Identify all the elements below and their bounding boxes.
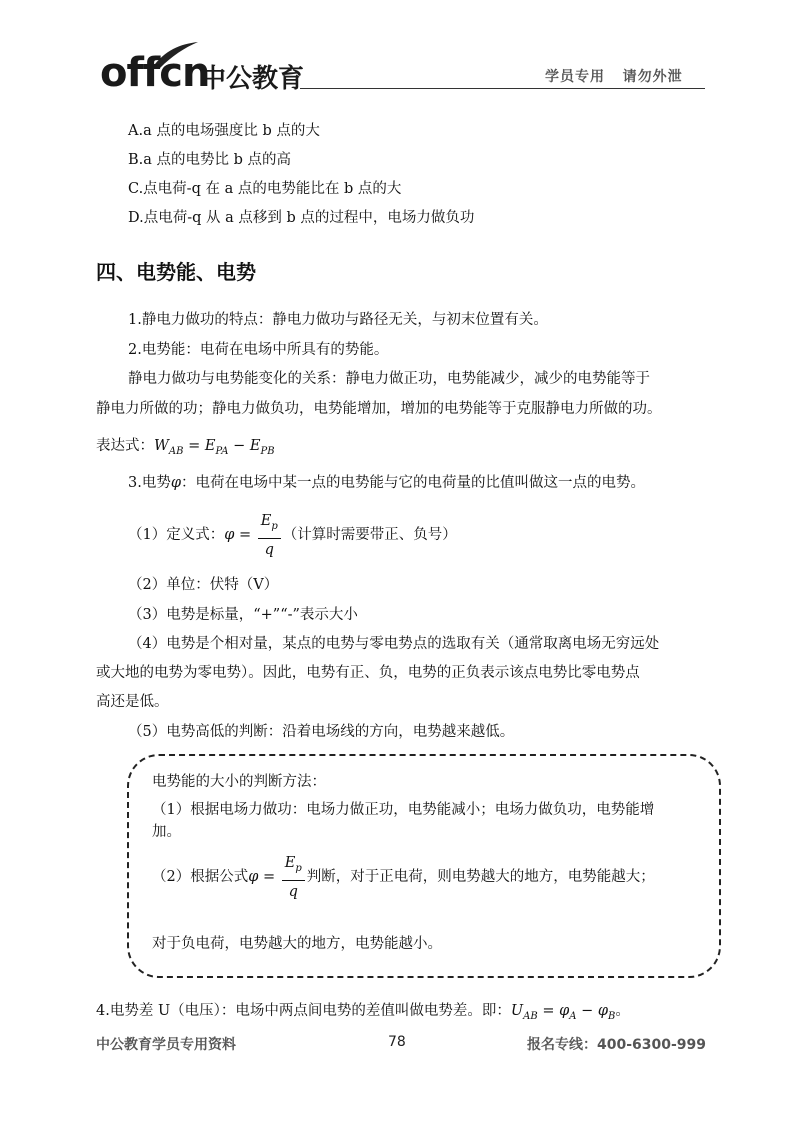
expression-line	[96, 436, 275, 462]
fraction	[258, 510, 281, 561]
math-sub: B	[608, 1011, 616, 1022]
footer-right: 报名专线：400-6300-999	[527, 1037, 707, 1053]
math-sub: AB	[168, 446, 184, 457]
logo-cn: 中公教育	[200, 64, 305, 94]
math-sub: A	[569, 1011, 577, 1022]
math-sub: PB	[260, 446, 275, 457]
math-e: E	[249, 438, 261, 454]
header-rule	[300, 88, 705, 89]
math-eq: =	[234, 527, 256, 543]
section-title: 四、电势能、电势	[96, 260, 256, 284]
item-4c: 高还是低。	[96, 694, 169, 710]
fraction	[282, 852, 305, 903]
option-a: A.a 点的电场强度比 b 点的大	[128, 123, 320, 139]
definition-pre: （1）定义式：	[128, 527, 225, 543]
paragraph-4	[128, 473, 645, 493]
math-phi: φ	[170, 475, 181, 491]
option-c: C.点电荷-q 在 a 点的电势能比在 b 点的大	[128, 181, 402, 197]
math-phi: φ	[559, 1003, 570, 1019]
logo-brand: offcn	[100, 50, 210, 96]
math-sub: PA	[215, 446, 229, 457]
paragraph-last	[96, 1001, 630, 1027]
box-line-1a: （1）根据电场力做功：电场力做正功，电势能减小；电场力做负功，电势能增	[152, 802, 655, 818]
paragraph-4-post: ：电荷在电场中某一点的电势能与它的电荷量的比值叫做这一点的电势。	[181, 475, 645, 491]
math-sub: AB	[523, 1011, 538, 1022]
math-phi: φ	[597, 1003, 609, 1019]
option-b: B.a 点的电势比 b 点的高	[128, 152, 292, 168]
option-d: D.点电荷-q 从 a 点移到 b 点的过程中，电场力做负功	[128, 210, 475, 226]
math-e: E	[284, 854, 296, 871]
math-e: E	[204, 438, 216, 454]
item-5: （5）电势高低的判断：沿着电场线的方向，电势越来越低。	[128, 724, 515, 740]
math-minus: −	[228, 438, 250, 454]
box-line-2-post: 判断，对于正电荷，则电势越大的地方，电势能越大；	[306, 869, 655, 885]
definition-post: （计算时需要带正、负号）	[282, 527, 457, 543]
paragraph-last-end: 。	[615, 1003, 630, 1019]
item-4b: 或大地的电势为零电势）。因此，电势有正、负，电势的正负表示该点电势比零电势点	[96, 665, 640, 681]
paragraph-3b: 静电力所做的功；静电力做负功，电势能增加，增加的电势能等于克服静电力所做的功。	[96, 401, 662, 417]
paragraph-3a: 静电力做功与电势能变化的关系：静电力做正功，电势能减少，减少的电势能等于	[128, 371, 650, 387]
math-q: q	[288, 883, 298, 900]
item-3: （3）电势是标量，“+”“-”表示大小	[128, 607, 358, 623]
math-minus: −	[576, 1003, 598, 1019]
math-sub: p	[295, 862, 302, 874]
box-title: 电势能的大小的判断方法：	[152, 774, 326, 790]
math-u: U	[510, 1003, 524, 1019]
math-eq: =	[258, 869, 280, 885]
paragraph-2: 2.电势能：电荷在电场中所具有的势能。	[128, 342, 389, 358]
math-w: W	[154, 438, 169, 454]
box-line-3: 对于负电荷，电势越大的地方，电势能越小。	[152, 936, 442, 952]
expression-label: 表达式：	[96, 438, 154, 454]
footer-left: 中公教育学员专用资料	[96, 1037, 236, 1053]
box-line-2-pre: （2）根据公式	[152, 869, 249, 885]
paragraph-1: 1.静电力做功的特点：静电力做功与路径无关，与初末位置有关。	[128, 312, 548, 328]
box-line-1b: 加。	[152, 824, 181, 840]
math-phi: φ	[224, 527, 235, 543]
page-number: 78	[388, 1034, 406, 1050]
math-sub: p	[271, 520, 278, 532]
math-eq: =	[183, 438, 205, 454]
math-e: E	[260, 512, 272, 529]
header	[0, 0, 800, 100]
paragraph-4-pre: 3.电势	[128, 475, 171, 491]
math-eq: =	[537, 1003, 560, 1019]
item-4a: （4）电势是个相对量，某点的电势与零电势点的选取有关（通常取离电场无穷远处	[128, 636, 660, 652]
item-2: （2）单位：伏特（V）	[128, 577, 279, 593]
box-line-2	[152, 852, 655, 902]
math-q: q	[264, 541, 274, 558]
paragraph-last-pre: 4.电势差 U（电压）：电场中两点间电势的差值叫做电势差。即：	[96, 1003, 511, 1019]
header-note: 学员专用 请勿外泄	[545, 69, 683, 85]
math-phi: φ	[248, 869, 259, 885]
definition-line	[128, 510, 457, 560]
